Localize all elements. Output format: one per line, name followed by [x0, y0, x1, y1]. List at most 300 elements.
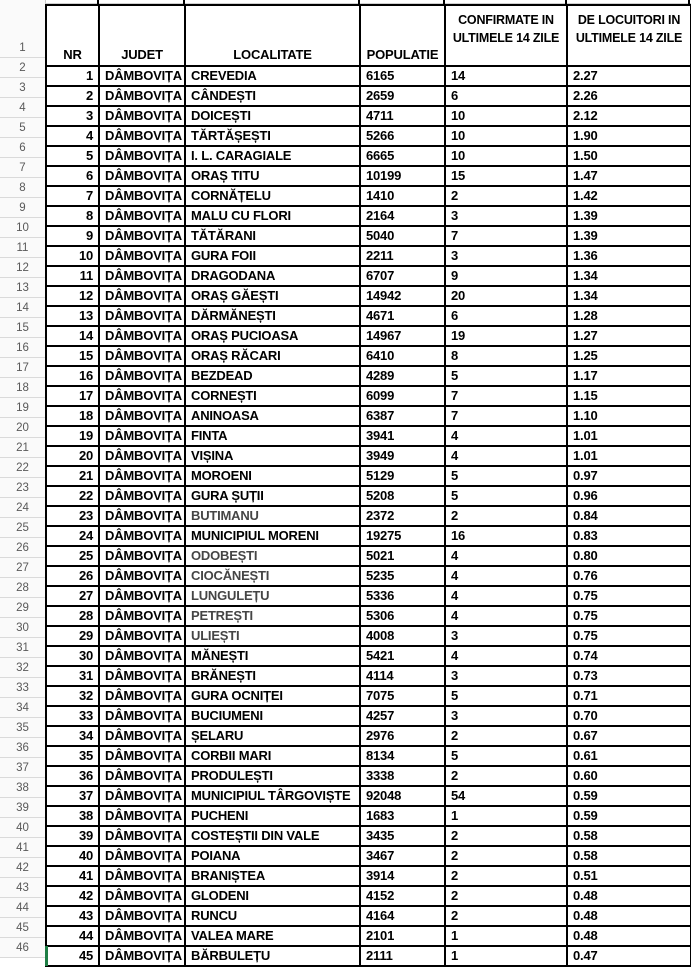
cell-judet[interactable]: DÂMBOVIȚA [99, 866, 185, 886]
cell-localitate[interactable]: COSTEȘTII DIN VALE [185, 826, 360, 846]
cell-judet[interactable]: DÂMBOVIȚA [99, 306, 185, 326]
cell-rata[interactable]: 1.25 [567, 346, 691, 366]
cell-confirmate[interactable]: 1 [445, 806, 567, 826]
row-header[interactable]: 28 [0, 578, 45, 598]
row-header[interactable]: 32 [0, 658, 45, 678]
cell-judet[interactable]: DÂMBOVIȚA [99, 926, 185, 946]
cell-rata[interactable]: 0.80 [567, 546, 691, 566]
cell-confirmate[interactable]: 4 [445, 566, 567, 586]
cell-confirmate[interactable]: 15 [445, 166, 567, 186]
cell-rata[interactable]: 0.60 [567, 766, 691, 786]
cell-judet[interactable]: DÂMBOVIȚA [99, 206, 185, 226]
row-header[interactable]: 22 [0, 458, 45, 478]
cell-rata[interactable]: 1.39 [567, 206, 691, 226]
cell-nr[interactable]: 11 [46, 266, 99, 286]
row-header[interactable]: 46 [0, 938, 45, 958]
cell-populatie[interactable]: 92048 [360, 786, 445, 806]
row-header[interactable]: 10 [0, 218, 45, 238]
row-header[interactable]: 29 [0, 598, 45, 618]
cell-confirmate[interactable]: 2 [445, 766, 567, 786]
cell-localitate[interactable]: ANINOASA [185, 406, 360, 426]
cell-populatie[interactable]: 6099 [360, 386, 445, 406]
cell-localitate[interactable]: ORAȘ GĂEȘTI [185, 286, 360, 306]
row-header[interactable]: 4 [0, 98, 45, 118]
cell-judet[interactable]: DÂMBOVIȚA [99, 726, 185, 746]
cell-nr[interactable]: 16 [46, 366, 99, 386]
row-header[interactable]: 27 [0, 558, 45, 578]
cell-confirmate[interactable]: 2 [445, 846, 567, 866]
cell-nr[interactable]: 3 [46, 106, 99, 126]
row-header[interactable]: 41 [0, 838, 45, 858]
cell-populatie[interactable]: 1410 [360, 186, 445, 206]
cell-localitate[interactable]: MUNICIPIUL MORENI [185, 526, 360, 546]
cell-nr[interactable]: 21 [46, 466, 99, 486]
row-header[interactable]: 40 [0, 818, 45, 838]
cell-nr[interactable]: 28 [46, 606, 99, 626]
column-header-localitate[interactable]: LOCALITATE [185, 5, 360, 66]
row-header[interactable]: 34 [0, 698, 45, 718]
cell-confirmate[interactable]: 5 [445, 466, 567, 486]
cell-populatie[interactable]: 5235 [360, 566, 445, 586]
row-header[interactable]: 23 [0, 478, 45, 498]
cell-populatie[interactable]: 2111 [360, 946, 445, 966]
cell-localitate[interactable]: ODOBEȘTI [185, 546, 360, 566]
cell-localitate[interactable]: DĂRMĂNEȘTI [185, 306, 360, 326]
cell-confirmate[interactable]: 54 [445, 786, 567, 806]
cell-localitate[interactable]: POIANA [185, 846, 360, 866]
row-header[interactable]: 17 [0, 358, 45, 378]
cell-nr[interactable]: 43 [46, 906, 99, 926]
cell-localitate[interactable]: LUNGULEȚU [185, 586, 360, 606]
cell-populatie[interactable]: 4164 [360, 906, 445, 926]
cell-confirmate[interactable]: 10 [445, 146, 567, 166]
cell-nr[interactable]: 40 [46, 846, 99, 866]
cell-populatie[interactable]: 8134 [360, 746, 445, 766]
cell-localitate[interactable]: GLODENI [185, 886, 360, 906]
cell-rata[interactable]: 0.75 [567, 626, 691, 646]
cell-confirmate[interactable]: 6 [445, 306, 567, 326]
cell-confirmate[interactable]: 5 [445, 686, 567, 706]
cell-confirmate[interactable]: 9 [445, 266, 567, 286]
cell-rata[interactable]: 0.84 [567, 506, 691, 526]
cell-populatie[interactable]: 2976 [360, 726, 445, 746]
cell-judet[interactable]: DÂMBOVIȚA [99, 846, 185, 866]
cell-populatie[interactable]: 19275 [360, 526, 445, 546]
cell-populatie[interactable]: 4008 [360, 626, 445, 646]
cell-nr[interactable]: 15 [46, 346, 99, 366]
cell-populatie[interactable]: 1683 [360, 806, 445, 826]
cell-confirmate[interactable]: 5 [445, 366, 567, 386]
cell-populatie[interactable]: 4152 [360, 886, 445, 906]
cell-rata[interactable]: 1.34 [567, 266, 691, 286]
cell-populatie[interactable]: 3941 [360, 426, 445, 446]
cell-confirmate[interactable]: 2 [445, 906, 567, 926]
cell-judet[interactable]: DÂMBOVIȚA [99, 326, 185, 346]
row-header[interactable]: 42 [0, 858, 45, 878]
cell-localitate[interactable]: CORNĂȚELU [185, 186, 360, 206]
column-header-confirmate[interactable] [445, 5, 567, 66]
cell-localitate[interactable]: FINTA [185, 426, 360, 446]
cell-rata[interactable]: 0.83 [567, 526, 691, 546]
cell-populatie[interactable]: 5129 [360, 466, 445, 486]
cell-rata[interactable]: 1.01 [567, 446, 691, 466]
row-header[interactable]: 21 [0, 438, 45, 458]
cell-populatie[interactable]: 4114 [360, 666, 445, 686]
cell-populatie[interactable]: 14967 [360, 326, 445, 346]
cell-confirmate[interactable]: 2 [445, 506, 567, 526]
cell-localitate[interactable]: BUTIMANU [185, 506, 360, 526]
cell-judet[interactable]: DÂMBOVIȚA [99, 606, 185, 626]
row-header[interactable]: 3 [0, 78, 45, 98]
cell-rata[interactable]: 1.15 [567, 386, 691, 406]
cell-confirmate[interactable]: 16 [445, 526, 567, 546]
cell-localitate[interactable]: PRODULEȘTI [185, 766, 360, 786]
cell-judet[interactable]: DÂMBOVIȚA [99, 166, 185, 186]
cell-confirmate[interactable]: 7 [445, 406, 567, 426]
row-header[interactable]: 26 [0, 538, 45, 558]
cell-confirmate[interactable]: 14 [445, 66, 567, 86]
cell-rata[interactable]: 0.74 [567, 646, 691, 666]
cell-populatie[interactable]: 7075 [360, 686, 445, 706]
cell-confirmate[interactable]: 7 [445, 226, 567, 246]
column-header-nr[interactable]: NR [46, 5, 99, 66]
cell-rata[interactable]: 0.51 [567, 866, 691, 886]
cell-judet[interactable]: DÂMBOVIȚA [99, 246, 185, 266]
cell-localitate[interactable]: ȘELARU [185, 726, 360, 746]
cell-nr[interactable]: 22 [46, 486, 99, 506]
row-header[interactable]: 25 [0, 518, 45, 538]
cell-confirmate[interactable]: 4 [445, 586, 567, 606]
cell-judet[interactable]: DÂMBOVIȚA [99, 66, 185, 86]
cell-populatie[interactable]: 6665 [360, 146, 445, 166]
cell-nr[interactable]: 33 [46, 706, 99, 726]
cell-localitate[interactable]: CORNEȘTI [185, 386, 360, 406]
cell-judet[interactable]: DÂMBOVIȚA [99, 746, 185, 766]
cell-judet[interactable]: DÂMBOVIȚA [99, 566, 185, 586]
cell-localitate[interactable]: RUNCU [185, 906, 360, 926]
cell-rata[interactable]: 0.61 [567, 746, 691, 766]
cell-localitate[interactable]: CORBII MARI [185, 746, 360, 766]
cell-nr[interactable]: 8 [46, 206, 99, 226]
cell-rata[interactable]: 1.28 [567, 306, 691, 326]
cell-populatie[interactable]: 10199 [360, 166, 445, 186]
cell-populatie[interactable]: 4257 [360, 706, 445, 726]
cell-populatie[interactable]: 6410 [360, 346, 445, 366]
cell-populatie[interactable]: 6387 [360, 406, 445, 426]
cell-confirmate[interactable]: 3 [445, 666, 567, 686]
cell-rata[interactable]: 1.39 [567, 226, 691, 246]
cell-judet[interactable]: DÂMBOVIȚA [99, 186, 185, 206]
cell-judet[interactable]: DÂMBOVIȚA [99, 386, 185, 406]
cell-nr[interactable]: 9 [46, 226, 99, 246]
row-header[interactable]: 35 [0, 718, 45, 738]
cell-localitate[interactable]: DOICEȘTI [185, 106, 360, 126]
cell-confirmate[interactable]: 10 [445, 126, 567, 146]
cell-judet[interactable]: DÂMBOVIȚA [99, 786, 185, 806]
row-header[interactable]: 38 [0, 778, 45, 798]
cell-nr[interactable]: 6 [46, 166, 99, 186]
row-header[interactable]: 33 [0, 678, 45, 698]
cell-rata[interactable]: 0.48 [567, 906, 691, 926]
cell-populatie[interactable]: 4711 [360, 106, 445, 126]
cell-confirmate[interactable]: 2 [445, 186, 567, 206]
cell-populatie[interactable]: 2659 [360, 86, 445, 106]
cell-rata[interactable]: 0.59 [567, 786, 691, 806]
cell-confirmate[interactable]: 6 [445, 86, 567, 106]
cell-populatie[interactable]: 6707 [360, 266, 445, 286]
cell-confirmate[interactable]: 2 [445, 886, 567, 906]
cell-confirmate[interactable]: 1 [445, 946, 567, 966]
cell-nr[interactable]: 5 [46, 146, 99, 166]
cell-nr[interactable]: 25 [46, 546, 99, 566]
cell-judet[interactable]: DÂMBOVIȚA [99, 446, 185, 466]
cell-nr[interactable]: 18 [46, 406, 99, 426]
cell-confirmate[interactable]: 4 [445, 606, 567, 626]
row-header[interactable]: 19 [0, 398, 45, 418]
cell-judet[interactable]: DÂMBOVIȚA [99, 766, 185, 786]
cell-nr[interactable]: 35 [46, 746, 99, 766]
cell-judet[interactable]: DÂMBOVIȚA [99, 366, 185, 386]
cell-judet[interactable]: DÂMBOVIȚA [99, 906, 185, 926]
row-header[interactable]: 2 [0, 58, 45, 78]
cell-confirmate[interactable]: 20 [445, 286, 567, 306]
cell-judet[interactable]: DÂMBOVIȚA [99, 426, 185, 446]
cell-rata[interactable]: 1.10 [567, 406, 691, 426]
cell-localitate[interactable]: PUCHENI [185, 806, 360, 826]
cell-localitate[interactable]: VIȘINA [185, 446, 360, 466]
row-header[interactable]: 45 [0, 918, 45, 938]
row-header[interactable]: 20 [0, 418, 45, 438]
cell-rata[interactable]: 0.71 [567, 686, 691, 706]
cell-confirmate[interactable]: 2 [445, 866, 567, 886]
cell-judet[interactable]: DÂMBOVIȚA [99, 86, 185, 106]
cell-localitate[interactable]: BRĂNEȘTI [185, 666, 360, 686]
cell-nr[interactable]: 34 [46, 726, 99, 746]
cell-localitate[interactable]: GURA ȘUȚII [185, 486, 360, 506]
cell-judet[interactable]: DÂMBOVIȚA [99, 126, 185, 146]
cell-nr[interactable]: 42 [46, 886, 99, 906]
cell-populatie[interactable]: 2372 [360, 506, 445, 526]
cell-judet[interactable]: DÂMBOVIȚA [99, 286, 185, 306]
cell-populatie[interactable]: 3949 [360, 446, 445, 466]
cell-nr[interactable]: 39 [46, 826, 99, 846]
cell-judet[interactable]: DÂMBOVIȚA [99, 886, 185, 906]
cell-rata[interactable]: 2.26 [567, 86, 691, 106]
cell-populatie[interactable]: 5208 [360, 486, 445, 506]
cell-localitate[interactable]: MOROENI [185, 466, 360, 486]
cell-localitate[interactable]: PETREȘTI [185, 606, 360, 626]
cell-localitate[interactable]: MALU CU FLORI [185, 206, 360, 226]
row-header[interactable]: 16 [0, 338, 45, 358]
cell-rata[interactable]: 1.17 [567, 366, 691, 386]
column-header-judet[interactable]: JUDET [99, 5, 185, 66]
cell-nr[interactable]: 31 [46, 666, 99, 686]
row-header[interactable]: 15 [0, 318, 45, 338]
cell-nr[interactable]: 44 [46, 926, 99, 946]
cell-rata[interactable]: 0.73 [567, 666, 691, 686]
row-header[interactable]: 8 [0, 178, 45, 198]
cell-populatie[interactable]: 5306 [360, 606, 445, 626]
cell-localitate[interactable]: ORAȘ TITU [185, 166, 360, 186]
cell-rata[interactable]: 1.34 [567, 286, 691, 306]
cell-confirmate[interactable]: 3 [445, 206, 567, 226]
cell-localitate[interactable]: TĂRTĂȘEȘTI [185, 126, 360, 146]
cell-nr[interactable]: 29 [46, 626, 99, 646]
cell-confirmate[interactable]: 10 [445, 106, 567, 126]
cell-nr[interactable]: 10 [46, 246, 99, 266]
cell-judet[interactable]: DÂMBOVIȚA [99, 266, 185, 286]
cell-nr[interactable]: 14 [46, 326, 99, 346]
cell-confirmate[interactable]: 1 [445, 926, 567, 946]
row-header[interactable]: 36 [0, 738, 45, 758]
row-header[interactable]: 24 [0, 498, 45, 518]
cell-localitate[interactable]: ORAȘ RĂCARI [185, 346, 360, 366]
cell-nr[interactable]: 30 [46, 646, 99, 666]
cell-populatie[interactable]: 4289 [360, 366, 445, 386]
cell-localitate[interactable]: TĂTĂRANI [185, 226, 360, 246]
cell-rata[interactable]: 2.12 [567, 106, 691, 126]
row-header[interactable]: 18 [0, 378, 45, 398]
cell-nr[interactable]: 38 [46, 806, 99, 826]
row-header[interactable]: 37 [0, 758, 45, 778]
cell-nr[interactable]: 37 [46, 786, 99, 806]
cell-judet[interactable]: DÂMBOVIȚA [99, 146, 185, 166]
cell-populatie[interactable]: 3338 [360, 766, 445, 786]
cell-confirmate[interactable]: 2 [445, 726, 567, 746]
cell-judet[interactable]: DÂMBOVIȚA [99, 526, 185, 546]
cell-rata[interactable]: 0.48 [567, 886, 691, 906]
cell-rata[interactable]: 1.27 [567, 326, 691, 346]
cell-confirmate[interactable]: 7 [445, 386, 567, 406]
cell-nr[interactable]: 20 [46, 446, 99, 466]
cell-judet[interactable]: DÂMBOVIȚA [99, 546, 185, 566]
cell-populatie[interactable]: 2211 [360, 246, 445, 266]
cell-rata[interactable]: 1.01 [567, 426, 691, 446]
column-header-rata[interactable] [567, 5, 691, 66]
cell-confirmate[interactable]: 4 [445, 546, 567, 566]
cell-nr[interactable]: 2 [46, 86, 99, 106]
cell-populatie[interactable]: 5266 [360, 126, 445, 146]
column-header-populatie[interactable]: POPULATIE [360, 5, 445, 66]
cell-nr[interactable]: 27 [46, 586, 99, 606]
cell-judet[interactable]: DÂMBOVIȚA [99, 466, 185, 486]
cell-populatie[interactable]: 5040 [360, 226, 445, 246]
cell-nr[interactable]: 13 [46, 306, 99, 326]
cell-nr[interactable]: 36 [46, 766, 99, 786]
cell-localitate[interactable]: BEZDEAD [185, 366, 360, 386]
cell-nr[interactable]: 23 [46, 506, 99, 526]
row-header[interactable]: 11 [0, 238, 45, 258]
row-header[interactable]: 44 [0, 898, 45, 918]
cell-judet[interactable]: DÂMBOVIȚA [99, 706, 185, 726]
cell-nr[interactable]: 32 [46, 686, 99, 706]
cell-nr[interactable]: 12 [46, 286, 99, 306]
cell-populatie[interactable]: 14942 [360, 286, 445, 306]
row-header[interactable]: 9 [0, 198, 45, 218]
cell-populatie[interactable]: 5021 [360, 546, 445, 566]
row-header[interactable]: 5 [0, 118, 45, 138]
cell-populatie[interactable]: 3435 [360, 826, 445, 846]
cell-judet[interactable]: DÂMBOVIȚA [99, 586, 185, 606]
cell-judet[interactable]: DÂMBOVIȚA [99, 506, 185, 526]
cell-rata[interactable]: 1.36 [567, 246, 691, 266]
row-header[interactable]: 39 [0, 798, 45, 818]
cell-confirmate[interactable]: 4 [445, 446, 567, 466]
row-header[interactable]: 14 [0, 298, 45, 318]
cell-rata[interactable]: 2.27 [567, 66, 691, 86]
cell-rata[interactable]: 1.42 [567, 186, 691, 206]
cell-populatie[interactable]: 6165 [360, 66, 445, 86]
cell-confirmate[interactable]: 5 [445, 486, 567, 506]
cell-nr[interactable]: 45 [46, 946, 99, 966]
cell-populatie[interactable]: 5421 [360, 646, 445, 666]
cell-rata[interactable]: 0.58 [567, 846, 691, 866]
cell-nr[interactable]: 26 [46, 566, 99, 586]
cell-rata[interactable]: 0.47 [567, 946, 691, 966]
cell-localitate[interactable]: CÂNDEȘTI [185, 86, 360, 106]
cell-judet[interactable]: DÂMBOVIȚA [99, 626, 185, 646]
cell-localitate[interactable]: BĂRBULEȚU [185, 946, 360, 966]
cell-localitate[interactable]: ORAȘ PUCIOASA [185, 326, 360, 346]
cell-nr[interactable]: 7 [46, 186, 99, 206]
cell-confirmate[interactable]: 4 [445, 426, 567, 446]
cell-rata[interactable]: 0.48 [567, 926, 691, 946]
cell-populatie[interactable]: 5336 [360, 586, 445, 606]
cell-nr[interactable]: 4 [46, 126, 99, 146]
cell-rata[interactable]: 0.70 [567, 706, 691, 726]
cell-confirmate[interactable]: 3 [445, 626, 567, 646]
cell-judet[interactable]: DÂMBOVIȚA [99, 646, 185, 666]
cell-nr[interactable]: 17 [46, 386, 99, 406]
cell-nr[interactable]: 1 [46, 66, 99, 86]
cell-localitate[interactable]: GURA FOII [185, 246, 360, 266]
cell-localitate[interactable]: I. L. CARAGIALE [185, 146, 360, 166]
cell-populatie[interactable]: 2164 [360, 206, 445, 226]
cell-populatie[interactable]: 3467 [360, 846, 445, 866]
cell-localitate[interactable]: CREVEDIA [185, 66, 360, 86]
row-header[interactable]: 12 [0, 258, 45, 278]
row-header[interactable]: 31 [0, 638, 45, 658]
cell-judet[interactable]: DÂMBOVIȚA [99, 806, 185, 826]
cell-confirmate[interactable]: 2 [445, 826, 567, 846]
cell-localitate[interactable]: DRAGODANA [185, 266, 360, 286]
cell-confirmate[interactable]: 3 [445, 246, 567, 266]
cell-judet[interactable]: DÂMBOVIȚA [99, 106, 185, 126]
cell-localitate[interactable]: GURA OCNIȚEI [185, 686, 360, 706]
cell-confirmate[interactable]: 8 [445, 346, 567, 366]
row-header[interactable]: 43 [0, 878, 45, 898]
cell-rata[interactable]: 0.96 [567, 486, 691, 506]
cell-localitate[interactable]: MUNICIPIUL TÂRGOVIȘTE [185, 786, 360, 806]
cell-judet[interactable]: DÂMBOVIȚA [99, 686, 185, 706]
row-header[interactable]: 1 [0, 0, 45, 58]
cell-populatie[interactable]: 4671 [360, 306, 445, 326]
cell-rata[interactable]: 0.97 [567, 466, 691, 486]
cell-judet[interactable]: DÂMBOVIȚA [99, 946, 185, 966]
row-header[interactable]: 6 [0, 138, 45, 158]
cell-localitate[interactable]: CIOCĂNEȘTI [185, 566, 360, 586]
cell-judet[interactable]: DÂMBOVIȚA [99, 826, 185, 846]
row-header[interactable]: 7 [0, 158, 45, 178]
cell-judet[interactable]: DÂMBOVIȚA [99, 226, 185, 246]
cell-confirmate[interactable]: 19 [445, 326, 567, 346]
cell-nr[interactable]: 41 [46, 866, 99, 886]
cell-localitate[interactable]: BRANIȘTEA [185, 866, 360, 886]
cell-judet[interactable]: DÂMBOVIȚA [99, 346, 185, 366]
row-header[interactable]: 30 [0, 618, 45, 638]
cell-confirmate[interactable]: 4 [445, 646, 567, 666]
cell-localitate[interactable]: BUCIUMENI [185, 706, 360, 726]
